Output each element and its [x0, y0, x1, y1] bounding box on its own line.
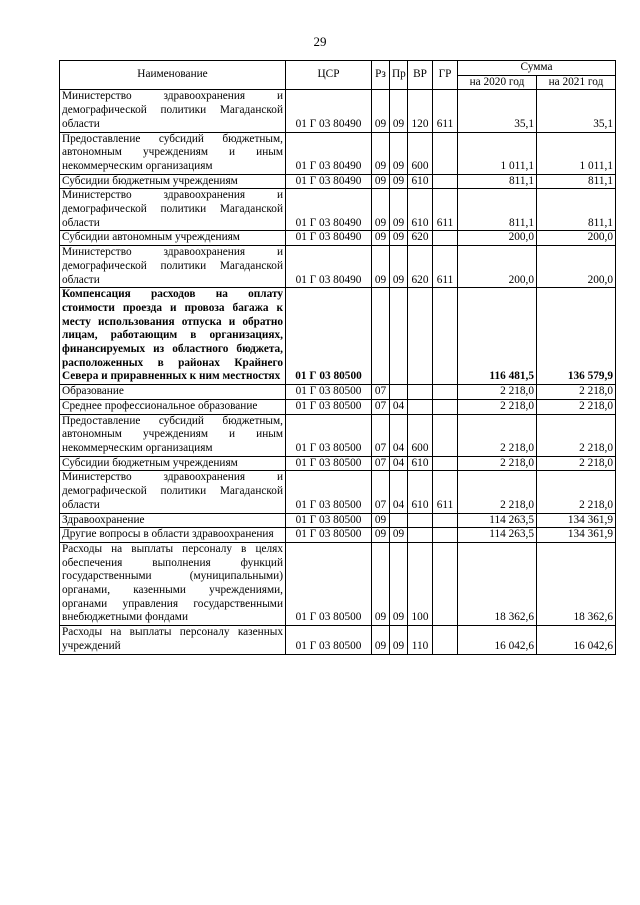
cell-gr: 611	[433, 90, 458, 132]
cell-name: Расходы на выплаты персоналу в целях обеспечения выполнения функций государственными (муниципальными) органами, казенными учреждениями, органами управления государственными внебюджетными фондами	[60, 542, 286, 625]
table-row	[60, 399, 616, 414]
cell-vr: 610	[408, 189, 433, 231]
cell-name: Министерство здравоохранения и демографической политики Магаданской области	[60, 189, 286, 231]
cell-rz: 09	[372, 189, 390, 231]
header-rz: Рз	[372, 61, 390, 90]
cell-sum-2020: 116 481,5	[458, 288, 537, 385]
cell-rz: 09	[372, 626, 390, 654]
table-row	[60, 513, 616, 528]
table-row	[60, 189, 616, 231]
cell-sum-2020: 200,0	[458, 231, 537, 246]
cell-pr	[390, 385, 408, 400]
cell-name: Другие вопросы в области здравоохранения	[60, 528, 286, 543]
cell-pr: 04	[390, 456, 408, 471]
cell-rz: 07	[372, 414, 390, 456]
cell-vr: 120	[408, 90, 433, 132]
cell-pr: 09	[390, 132, 408, 174]
cell-sum-2021: 2 218,0	[537, 414, 616, 456]
cell-name: Субсидии бюджетным учреждениям	[60, 174, 286, 189]
cell-gr	[433, 288, 458, 385]
cell-sum-2021: 200,0	[537, 231, 616, 246]
cell-pr: 04	[390, 399, 408, 414]
cell-gr: 611	[433, 189, 458, 231]
cell-pr: 04	[390, 471, 408, 513]
cell-sum-2020: 2 218,0	[458, 385, 537, 400]
table-body	[60, 90, 616, 654]
table-row	[60, 132, 616, 174]
cell-name: Субсидии автономным учреждениям	[60, 231, 286, 246]
header-name: Наименование	[60, 61, 286, 90]
cell-name: Министерство здравоохранения и демографической политики Магаданской области	[60, 90, 286, 132]
cell-rz	[372, 288, 390, 385]
cell-rz: 09	[372, 542, 390, 625]
cell-csr: 01 Г 03 80490	[286, 90, 372, 132]
cell-sum-2021: 1 011,1	[537, 132, 616, 174]
cell-gr	[433, 542, 458, 625]
cell-sum-2021: 200,0	[537, 246, 616, 288]
header-year-2021: на 2021 год	[537, 75, 616, 90]
cell-vr	[408, 528, 433, 543]
cell-sum-2020: 114 263,5	[458, 528, 537, 543]
cell-sum-2021: 2 218,0	[537, 385, 616, 400]
cell-pr: 04	[390, 414, 408, 456]
header-vr: ВР	[408, 61, 433, 90]
cell-gr	[433, 399, 458, 414]
cell-csr: 01 Г 03 80490	[286, 246, 372, 288]
cell-rz: 09	[372, 246, 390, 288]
cell-sum-2020: 35,1	[458, 90, 537, 132]
cell-sum-2020: 18 362,6	[458, 542, 537, 625]
table-row	[60, 288, 616, 385]
cell-vr	[408, 513, 433, 528]
cell-csr: 01 Г 03 80500	[286, 528, 372, 543]
cell-pr: 09	[390, 231, 408, 246]
cell-csr: 01 Г 03 80500	[286, 288, 372, 385]
cell-vr: 600	[408, 414, 433, 456]
cell-gr	[433, 414, 458, 456]
cell-csr: 01 Г 03 80500	[286, 456, 372, 471]
cell-sum-2020: 2 218,0	[458, 399, 537, 414]
table-row	[60, 626, 616, 654]
cell-sum-2021: 18 362,6	[537, 542, 616, 625]
cell-csr: 01 Г 03 80500	[286, 513, 372, 528]
cell-csr: 01 Г 03 80490	[286, 174, 372, 189]
header-csr: ЦСР	[286, 61, 372, 90]
cell-rz: 07	[372, 456, 390, 471]
cell-pr: 09	[390, 626, 408, 654]
cell-sum-2021: 136 579,9	[537, 288, 616, 385]
cell-rz: 07	[372, 385, 390, 400]
cell-sum-2020: 16 042,6	[458, 626, 537, 654]
cell-sum-2021: 2 218,0	[537, 399, 616, 414]
cell-gr	[433, 174, 458, 189]
budget-table	[59, 60, 616, 655]
cell-vr: 620	[408, 246, 433, 288]
cell-sum-2021: 134 361,9	[537, 528, 616, 543]
cell-sum-2020: 2 218,0	[458, 471, 537, 513]
cell-csr: 01 Г 03 80500	[286, 542, 372, 625]
table-row	[60, 471, 616, 513]
cell-gr	[433, 231, 458, 246]
cell-sum-2020: 200,0	[458, 246, 537, 288]
cell-pr: 09	[390, 189, 408, 231]
cell-vr	[408, 288, 433, 385]
cell-gr: 611	[433, 471, 458, 513]
table-row	[60, 174, 616, 189]
cell-sum-2021: 35,1	[537, 90, 616, 132]
cell-name: Предоставление субсидий бюджетным, автономным учреждениям и иным некоммерческим организациям	[60, 414, 286, 456]
cell-csr: 01 Г 03 80490	[286, 189, 372, 231]
table-row	[60, 231, 616, 246]
cell-csr: 01 Г 03 80500	[286, 399, 372, 414]
cell-vr: 620	[408, 231, 433, 246]
table-row	[60, 385, 616, 400]
header-pr: Пр	[390, 61, 408, 90]
cell-name: Субсидии бюджетным учреждениям	[60, 456, 286, 471]
cell-vr: 610	[408, 471, 433, 513]
cell-vr: 610	[408, 456, 433, 471]
cell-pr: 09	[390, 246, 408, 288]
cell-sum-2020: 2 218,0	[458, 414, 537, 456]
cell-name: Здравоохранение	[60, 513, 286, 528]
cell-name: Министерство здравоохранения и демографической политики Магаданской области	[60, 471, 286, 513]
cell-sum-2020: 1 011,1	[458, 132, 537, 174]
cell-csr: 01 Г 03 80490	[286, 231, 372, 246]
cell-gr	[433, 528, 458, 543]
cell-vr: 100	[408, 542, 433, 625]
cell-rz: 09	[372, 90, 390, 132]
cell-name: Предоставление субсидий бюджетным, автономным учреждениям и иным некоммерческим организациям	[60, 132, 286, 174]
cell-rz: 07	[372, 399, 390, 414]
cell-gr	[433, 456, 458, 471]
cell-vr: 110	[408, 626, 433, 654]
cell-pr: 09	[390, 90, 408, 132]
cell-name: Компенсация расходов на оплату стоимости проезда и провоза багажа к месту использования отпуска и обратно лицам, работающим в организациях, финансируемых из областного бюджета, расположенных в районах Крайнего Севера и приравненных к ним местностях	[60, 288, 286, 385]
cell-csr: 01 Г 03 80490	[286, 132, 372, 174]
page-number: 29	[313, 34, 327, 49]
table-row	[60, 414, 616, 456]
cell-sum-2021: 134 361,9	[537, 513, 616, 528]
cell-csr: 01 Г 03 80500	[286, 626, 372, 654]
cell-rz: 09	[372, 231, 390, 246]
table-row	[60, 456, 616, 471]
cell-gr	[433, 385, 458, 400]
cell-sum-2021: 2 218,0	[537, 456, 616, 471]
cell-sum-2020: 811,1	[458, 189, 537, 231]
cell-name: Министерство здравоохранения и демографической политики Магаданской области	[60, 246, 286, 288]
cell-rz: 09	[372, 528, 390, 543]
cell-sum-2021: 811,1	[537, 189, 616, 231]
cell-name: Образование	[60, 385, 286, 400]
table-row	[60, 542, 616, 625]
cell-csr: 01 Г 03 80500	[286, 471, 372, 513]
table-row	[60, 528, 616, 543]
cell-sum-2020: 811,1	[458, 174, 537, 189]
cell-gr	[433, 513, 458, 528]
cell-pr	[390, 288, 408, 385]
table-row	[60, 90, 616, 132]
cell-rz: 09	[372, 132, 390, 174]
cell-sum-2020: 2 218,0	[458, 456, 537, 471]
header-gr: ГР	[433, 61, 458, 90]
cell-rz: 09	[372, 513, 390, 528]
cell-name: Среднее профессиональное образование	[60, 399, 286, 414]
cell-rz: 09	[372, 174, 390, 189]
cell-rz: 07	[372, 471, 390, 513]
cell-vr	[408, 399, 433, 414]
cell-gr	[433, 626, 458, 654]
cell-sum-2021: 811,1	[537, 174, 616, 189]
cell-pr: 09	[390, 174, 408, 189]
cell-pr: 09	[390, 528, 408, 543]
cell-sum-2020: 114 263,5	[458, 513, 537, 528]
cell-csr: 01 Г 03 80500	[286, 414, 372, 456]
cell-gr: 611	[433, 246, 458, 288]
cell-csr: 01 Г 03 80500	[286, 385, 372, 400]
cell-sum-2021: 16 042,6	[537, 626, 616, 654]
cell-vr: 610	[408, 174, 433, 189]
header-year-2020: на 2020 год	[458, 75, 537, 90]
cell-vr	[408, 385, 433, 400]
cell-name: Расходы на выплаты персоналу казенных учреждений	[60, 626, 286, 654]
table-row	[60, 246, 616, 288]
cell-sum-2021: 2 218,0	[537, 471, 616, 513]
cell-vr: 600	[408, 132, 433, 174]
cell-pr	[390, 513, 408, 528]
header-sum: Сумма	[458, 61, 616, 76]
cell-pr: 09	[390, 542, 408, 625]
cell-gr	[433, 132, 458, 174]
